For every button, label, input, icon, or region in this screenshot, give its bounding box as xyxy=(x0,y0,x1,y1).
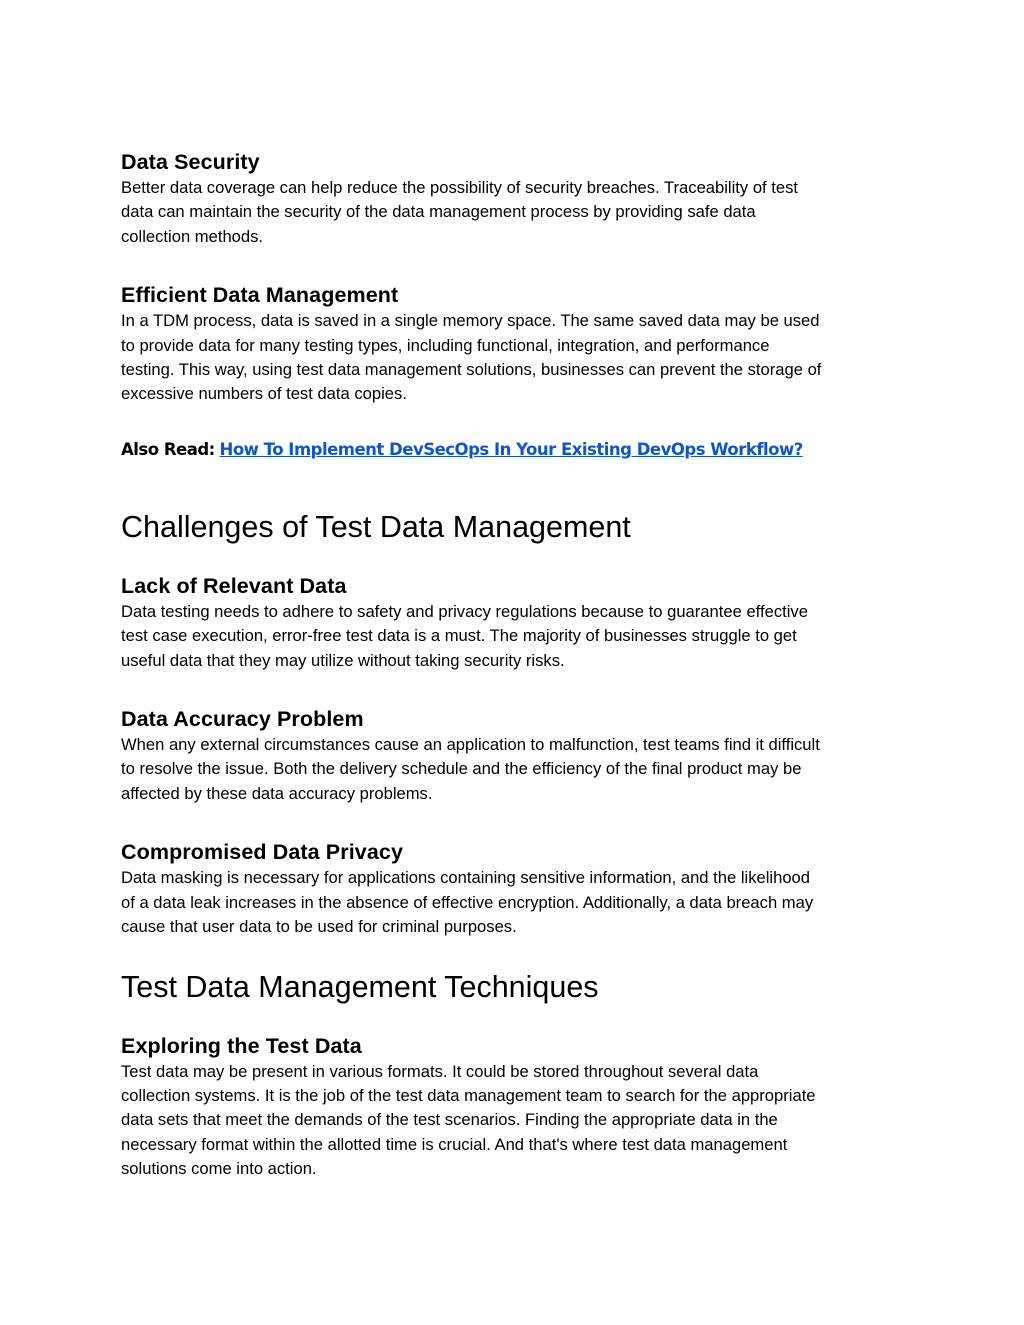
paragraph-line: Data masking is necessary for applications containing sensitive information, and the likelihood xyxy=(121,868,811,888)
paragraph-line: Better data coverage can help reduce the possibility of security breaches. Traceability of test xyxy=(121,178,799,197)
paragraph-data-accuracy-problem xyxy=(121,733,911,806)
spacer xyxy=(121,806,911,838)
heading-challenges: Challenges of Test Data Management xyxy=(121,509,631,544)
also-read xyxy=(121,438,911,462)
document-page xyxy=(121,148,911,1182)
paragraph-line: of a data leak increases in the absence of effective encryption. Additionally, a data breach may xyxy=(121,892,814,912)
paragraph-line: solutions come into action. xyxy=(121,1159,317,1179)
heading-lack-of-relevant-data: Lack of Relevant Data xyxy=(121,573,347,598)
spacer xyxy=(121,940,911,969)
paragraph-line: When any external circumstances cause an application to malfunction, test teams find it difficult xyxy=(121,735,820,755)
also-read-label: Also Read: xyxy=(121,439,215,459)
section-efficient-data-management xyxy=(121,281,911,407)
paragraph-line: necessary format within the allotted time is crucial. And that's where test data management xyxy=(121,1134,788,1154)
paragraph-line: test case execution, error-free test data is a must. The majority of businesses struggle to get xyxy=(121,626,797,646)
spacer xyxy=(121,249,911,281)
paragraph-line: to resolve the issue. Both the delivery schedule and the efficiency of the final product may be xyxy=(121,759,802,779)
spacer xyxy=(121,545,911,572)
heading-data-accuracy-problem: Data Accuracy Problem xyxy=(121,707,364,732)
paragraph-line: cause that user data to be used for criminal purposes. xyxy=(121,917,517,937)
paragraph-compromised-data-privacy xyxy=(121,866,911,939)
section-lack-of-relevant-data xyxy=(121,572,911,673)
section-exploring-the-test-data xyxy=(121,1032,911,1182)
paragraph-line: useful data that they may utilize without taking security risks. xyxy=(121,650,565,670)
paragraph-data-security xyxy=(121,176,911,249)
spacer xyxy=(121,407,911,438)
paragraph-line: Data testing needs to adhere to safety and privacy regulations because to guarantee effective xyxy=(121,601,808,621)
heading-techniques: Test Data Management Techniques xyxy=(121,969,599,1004)
spacer xyxy=(121,1005,911,1032)
paragraph-line: to provide data for many testing types, including functional, integration, and performance xyxy=(121,335,770,355)
also-read-link[interactable]: How To Implement DevSecOps In Your Existing DevOps Workflow? xyxy=(219,439,803,459)
paragraph-line: affected by these data accuracy problems. xyxy=(121,783,433,803)
heading-efficient-data-management: Efficient Data Management xyxy=(121,283,399,308)
spacer xyxy=(121,673,911,705)
paragraph-line: excessive numbers of test data copies. xyxy=(121,384,407,404)
heading-data-security: Data Security xyxy=(121,150,260,174)
paragraph-line: data can maintain the security of the data management process by providing safe data xyxy=(121,202,756,222)
paragraph-line: collection systems. It is the job of the test data management team to search for the appropriate xyxy=(121,1085,816,1105)
section-compromised-data-privacy xyxy=(121,838,911,939)
paragraph-line: In a TDM process, data is saved in a single memory space. The same saved data may be used xyxy=(121,311,820,331)
paragraph-line: collection methods. xyxy=(121,226,264,246)
paragraph-line: data sets that meet the demands of the test scenarios. Finding the appropriate data in the xyxy=(121,1110,778,1130)
paragraph-exploring-the-test-data xyxy=(121,1060,911,1182)
paragraph-line: testing. This way, using test data management solutions, businesses can prevent the storage of xyxy=(121,360,822,380)
heading-exploring-the-test-data: Exploring the Test Data xyxy=(121,1033,362,1058)
paragraph-line: Test data may be present in various formats. It could be stored throughout several data xyxy=(121,1061,759,1081)
section-data-accuracy-problem xyxy=(121,705,911,806)
paragraph-efficient-data-management xyxy=(121,309,911,407)
spacer xyxy=(121,462,911,509)
heading-compromised-data-privacy: Compromised Data Privacy xyxy=(121,840,404,865)
section-data-security xyxy=(121,148,911,249)
paragraph-lack-of-relevant-data xyxy=(121,600,911,673)
